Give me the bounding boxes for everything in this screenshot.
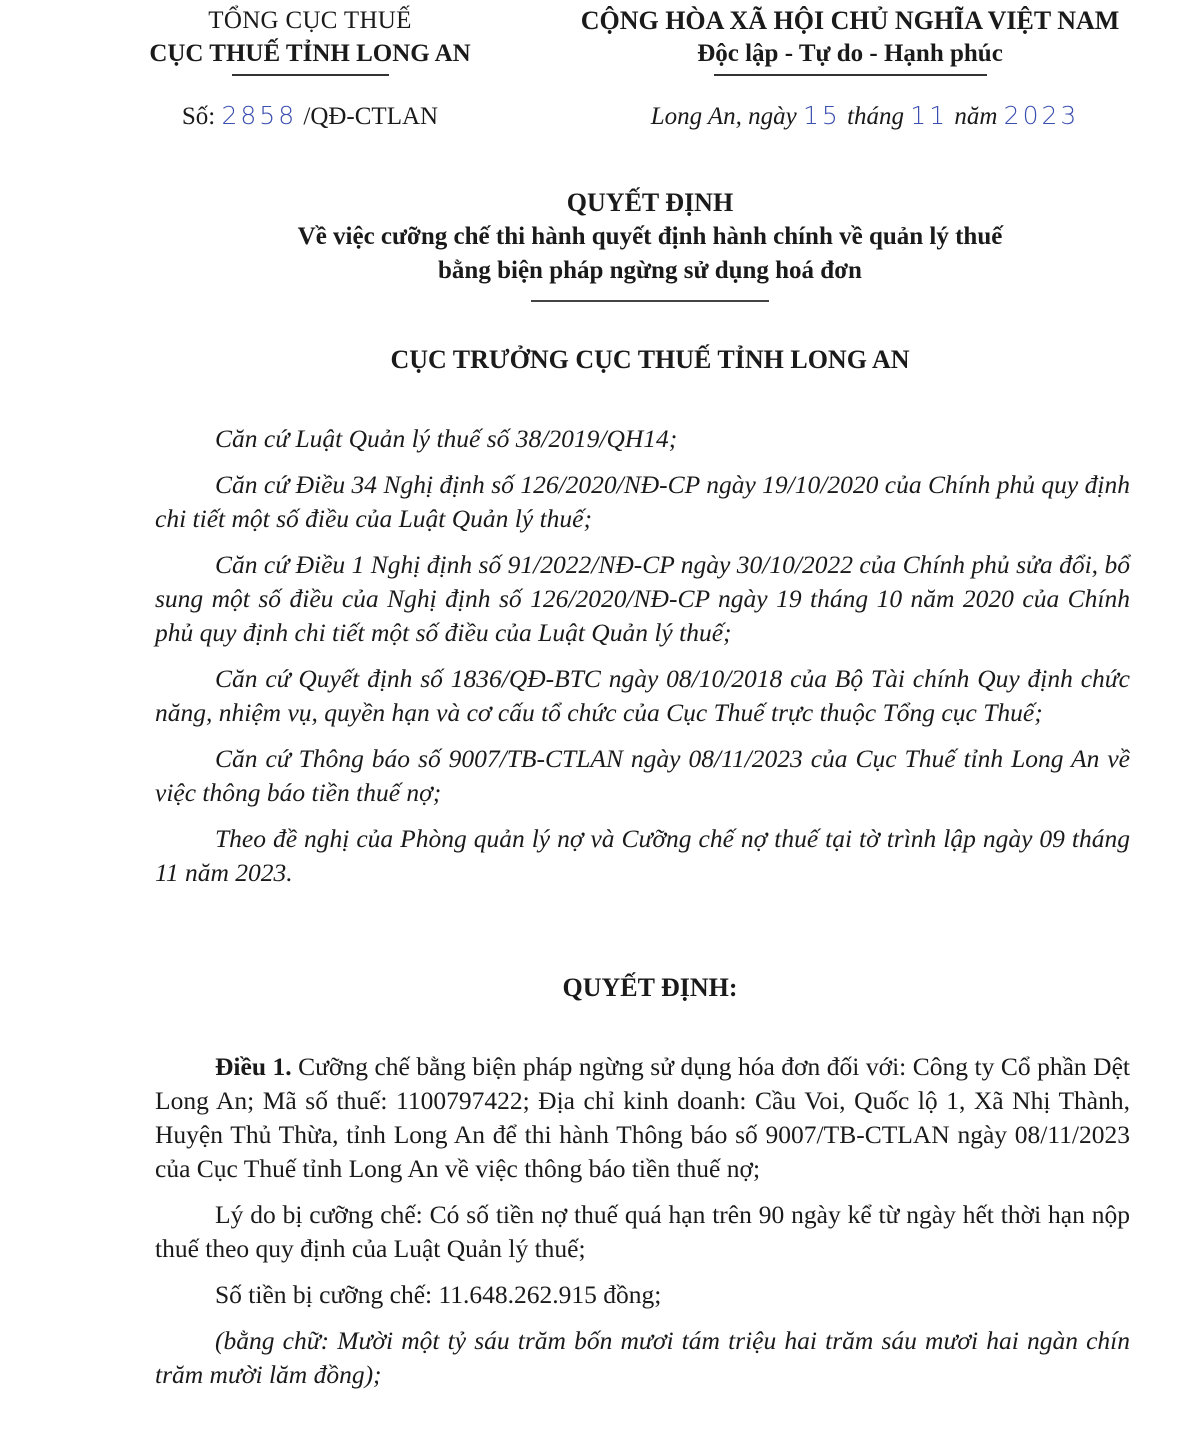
date-place: Long An, ngày: [650, 103, 797, 130]
number-suffix: /QĐ-CTLAN: [303, 103, 439, 130]
title-underline: [531, 300, 769, 302]
decision-subtitle-line1: Về việc cưỡng chế thi hành quyết định hành chính về quản lý thuế: [297, 223, 1003, 250]
country-name: CỘNG HÒA XÃ HỘI CHỦ NGHĨA VIỆT NAM: [580, 6, 1120, 35]
national-motto: Độc lập - Tự do - Hạnh phúc: [697, 40, 1003, 67]
article-1-body: Cưỡng chế bằng biện pháp ngừng sử dụng hóa đơn đối với: Công ty Cổ phần Dệt Long An; Mã số thuế: 1100797422; Địa chỉ kinh doanh: Cầu Voi, Quốc lộ 1, Xã Nhị Thành, Huyện Thủ Thừa, tỉnh Long An để thi hành Thông báo số 9007/TB-CTLAN ngày 08/11/2023 của Cục Thuế tỉnh Long An về việc thông báo tiền thuế nợ;: [155, 1052, 1131, 1183]
document-date: [555, 96, 1175, 137]
amount-in-words: (bằng chữ: Mười một tỷ sáu trăm bốn mươi tám triệu hai trăm sáu mươi hai ngàn chín trăm mười lăm đồng);: [155, 1326, 1130, 1389]
agency-parent: TỔNG CỤC THUẾ: [208, 7, 412, 34]
motto-underline: [714, 74, 987, 76]
agency-underline: [232, 74, 389, 76]
date-year-label: năm: [954, 103, 998, 130]
enforcement-reason: Lý do bị cưỡng chế: Có số tiền nợ thuế quá hạn trên 90 ngày kể từ ngày hết thời hạn nộp thuế theo quy định của Luật Quản lý thuế;: [155, 1200, 1130, 1263]
decision-title-block: [150, 186, 1150, 302]
decision-subtitle-line2: bằng biện pháp ngừng sử dụng hoá đơn: [438, 257, 862, 284]
legal-basis-item: Căn cứ Thông báo số 9007/TB-CTLAN ngày 08/11/2023 của Cục Thuế tỉnh Long An về việc thông báo tiền thuế nợ;: [155, 744, 1130, 807]
number-prefix: Số:: [181, 103, 216, 130]
legal-bases: [155, 422, 1130, 890]
handwritten-year: 2023: [1003, 101, 1080, 130]
legal-basis-item: Theo đề nghị của Phòng quản lý nợ và Cưỡng chế nợ thuế tại tờ trình lập ngày 09 tháng 11 năm 2023.: [155, 824, 1130, 887]
article-1: [155, 1050, 1130, 1392]
handwritten-month: 11: [910, 101, 949, 130]
legal-basis-item: Căn cứ Điều 1 Nghị định số 91/2022/NĐ-CP ngày 30/10/2022 của Chính phủ sửa đổi, bổ sung một số điều của Nghị định số 126/2020/NĐ-CP ngày 19 tháng 10 năm 2020 của Chính phủ quy định chi tiết một số điều của Luật Quản lý thuế;: [155, 550, 1130, 647]
document-number: [110, 96, 510, 137]
date-month-label: tháng: [847, 103, 905, 130]
legal-basis-item: Căn cứ Điều 34 Nghị định số 126/2020/NĐ-CP ngày 19/10/2020 của Chính phủ quy định chi tiết một số điều của Luật Quản lý thuế;: [155, 470, 1130, 533]
handwritten-day: 15: [803, 101, 841, 130]
article-1-text: [155, 1050, 1130, 1186]
national-header-block: [555, 4, 1145, 76]
decision-title: QUYẾT ĐỊNH: [566, 188, 734, 217]
enforcement-amount: Số tiền bị cưỡng chế: 11.648.262.915 đồng;: [215, 1280, 662, 1309]
agency-name: CỤC THUẾ TỈNH LONG AN: [149, 40, 471, 67]
legal-basis-item: Căn cứ Luật Quản lý thuế số 38/2019/QH14;: [215, 424, 678, 453]
legal-basis-item: Căn cứ Quyết định số 1836/QĐ-BTC ngày 08/10/2018 của Bộ Tài chính Quy định chức năng, nhiệm vụ, quyền hạn và cơ cấu tổ chức của Cục Thuế trực thuộc Tổng cục Thuế;: [155, 664, 1130, 727]
handwritten-number: 2858: [221, 101, 298, 130]
decision-heading: QUYẾT ĐỊNH:: [562, 973, 738, 1002]
issuing-agency-block: [110, 4, 510, 76]
issuing-authority: CỤC TRƯỞNG CỤC THUẾ TỈNH LONG AN: [390, 345, 910, 374]
article-1-label: Điều 1.: [215, 1052, 292, 1081]
